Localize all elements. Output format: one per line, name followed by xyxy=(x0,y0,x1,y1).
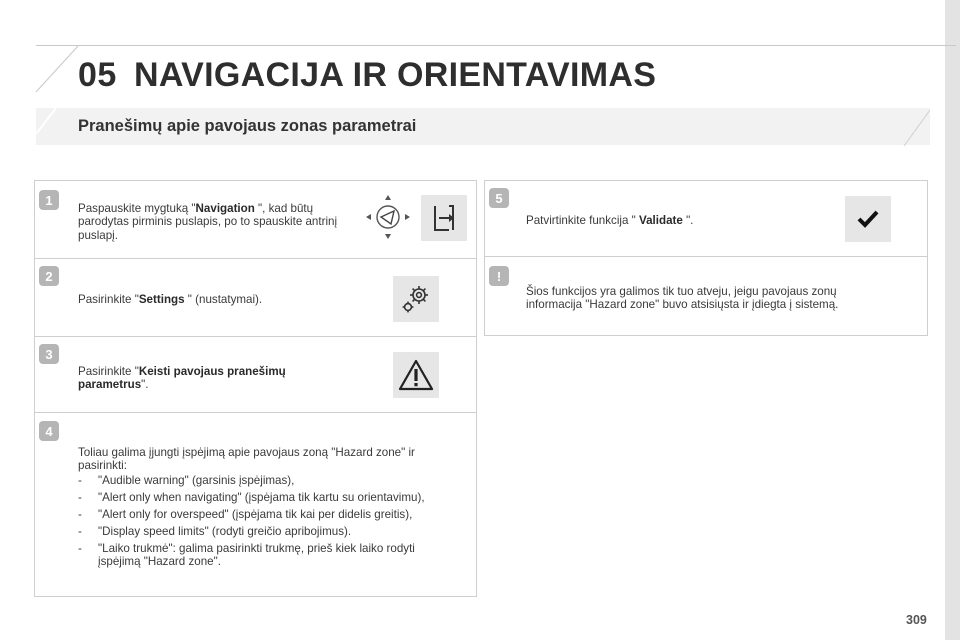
settings-gears-icon xyxy=(393,276,439,322)
warning-triangle-icon xyxy=(393,352,439,398)
row-divider xyxy=(34,336,477,337)
step-3-text: Pasirinkite "Keisti pavojaus pranešimų parametrus". xyxy=(78,365,286,392)
step-2-text: Pasirinkite "Settings " (nustatymai). xyxy=(78,293,263,306)
step-badge-4: 4 xyxy=(39,421,59,441)
step-badge-2: 2 xyxy=(39,266,59,286)
note-badge: ! xyxy=(489,266,509,286)
page-number: 309 xyxy=(906,613,927,627)
row-divider xyxy=(34,258,477,259)
secondary-page-icon xyxy=(421,195,467,241)
checkmark-icon xyxy=(845,196,891,242)
step-badge-5: 5 xyxy=(489,188,509,208)
step-1-text: Paspauskite mygtuką "Navigation ", kad būtų parodytas pirminis puslapis, po to spauskite antrinį puslapį. xyxy=(78,202,338,242)
row-divider xyxy=(484,256,928,257)
step-4-intro: Toliau galima įjungti įspėjimą apie pavojaus zoną "Hazard zone" ir pasirinkti: xyxy=(78,446,415,473)
step-5-text: Patvirtinkite funkcija " Validate ". xyxy=(526,214,694,227)
section-title: Pranešimų apie pavojaus zonas parametrai xyxy=(78,117,417,135)
step-badge-3: 3 xyxy=(39,344,59,364)
chapter-number: 05 xyxy=(78,56,117,94)
chapter-title: NAVIGACIJA IR ORIENTAVIMAS xyxy=(134,56,657,94)
note-text: Šios funkcijos yra galimos tik tuo atveju, jeigu pavojaus zonų informacija "Hazard zone" buvo atsisiųsta ir įdiegta į sistemą. xyxy=(526,285,839,312)
row-divider xyxy=(34,412,477,413)
navigation-joystick-icon xyxy=(364,193,412,241)
step-badge-1: 1 xyxy=(39,190,59,210)
